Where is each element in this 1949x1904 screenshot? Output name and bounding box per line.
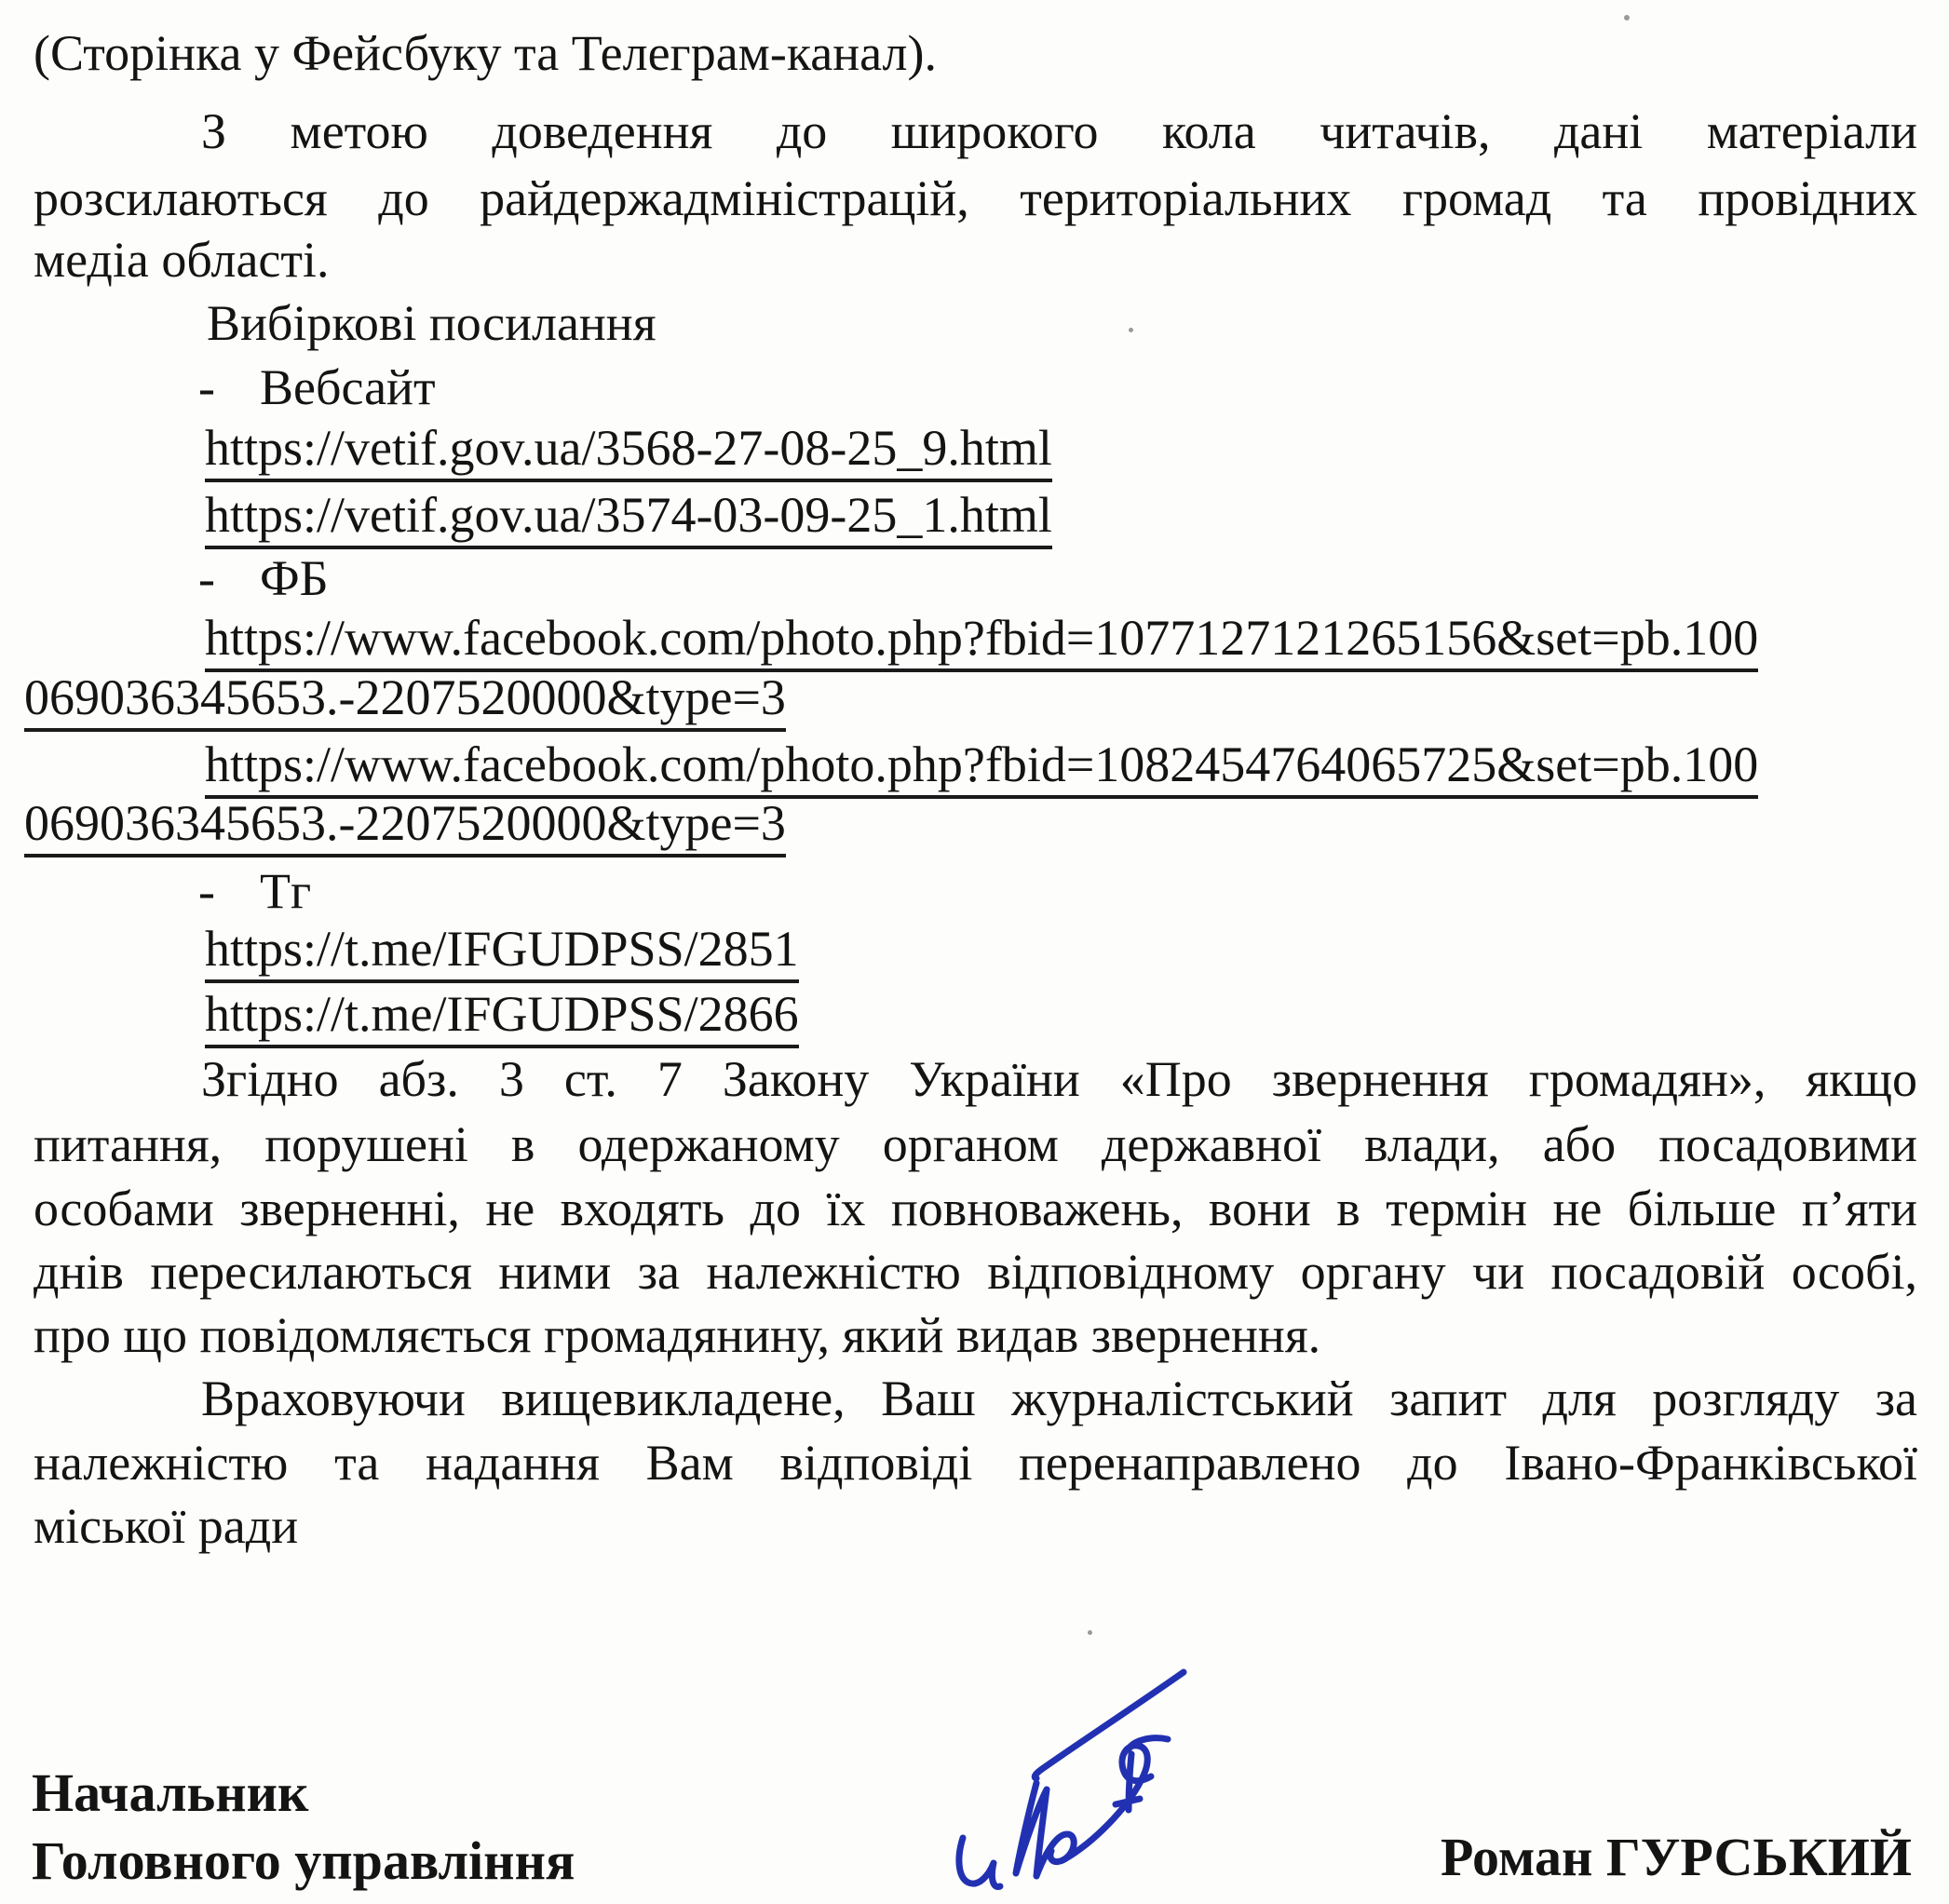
link-url[interactable]: 069036345653.-2207520000&type=3 — [24, 795, 786, 857]
scan-speck — [1129, 328, 1133, 332]
link-url[interactable]: https://vetif.gov.ua/3574-03-09-25_1.html — [205, 487, 1052, 549]
bullet-dash-icon: - — [198, 550, 215, 606]
bullet-dash-icon: - — [198, 863, 215, 919]
link-url[interactable]: https://t.me/IFGUDPSS/2851 — [205, 921, 799, 983]
intro-line: (Сторінка у Фейсбуку та Телеграм-канал). — [34, 25, 937, 81]
signoff-title-line: Начальник — [32, 1762, 309, 1823]
bullet-item-telegram — [34, 860, 1917, 922]
link-line — [24, 792, 1917, 854]
paragraph-3-line: належністю та надання Вам відповіді перенаправлено до Івано-Франківської — [34, 1435, 1917, 1491]
link-url[interactable]: https://t.me/IFGUDPSS/2866 — [205, 986, 799, 1048]
paragraph-2-line: Згідно абз. 3 ст. 7 Закону України «Про звернення громадян», якщо — [201, 1051, 1917, 1107]
signature-ink — [914, 1650, 1231, 1901]
paragraph-2-line: особами зверненні, не входять до їх повноважень, вони в термін не більше п’яти — [34, 1181, 1917, 1236]
bullet-label: Вебсайт — [259, 359, 436, 415]
link-line — [34, 417, 1917, 479]
paragraph-1-line: розсилаються до райдержадміністрацій, територіальних громад та провідних — [34, 170, 1917, 226]
link-url[interactable]: 069036345653.-2207520000&type=3 — [24, 669, 786, 732]
link-line — [34, 484, 1917, 546]
link-line — [34, 607, 1917, 668]
signoff-title-line: Головного управління — [32, 1830, 575, 1891]
bullet-label: ФБ — [259, 550, 329, 606]
bullet-label: Тг — [259, 863, 312, 919]
link-url[interactable]: https://vetif.gov.ua/3568-27-08-25_9.html — [205, 420, 1052, 482]
link-line — [24, 667, 1917, 728]
links-heading: Вибіркові посилання — [207, 295, 656, 351]
bullet-item-website — [34, 357, 1917, 418]
paragraph-3-line: Враховуючи вищевикладене, Ваш журналістський запит для розгляду за — [201, 1371, 1917, 1426]
paragraph-2-line: днів пересилаються ними за належністю відповідному органу чи посадовій особі, — [34, 1244, 1917, 1300]
paragraph-3-line: міської ради — [34, 1498, 299, 1554]
paragraph-1-line: З метою доведення до широкого кола читачів, дані матеріали — [201, 103, 1917, 159]
link-line — [34, 983, 1917, 1045]
paragraph-2-line: про що повідомляється громадянину, який видав звернення. — [34, 1307, 1321, 1363]
link-url[interactable]: https://www.facebook.com/photo.php?fbid=1082454764065725&set=pb.100 — [205, 736, 1758, 799]
signoff-name: Роман ГУРСЬКИЙ — [1440, 1827, 1912, 1887]
link-url[interactable]: https://www.facebook.com/photo.php?fbid=1077127121265156&set=pb.100 — [205, 610, 1758, 672]
paragraph-1-line: медіа області. — [34, 232, 330, 288]
bullet-dash-icon: - — [198, 359, 215, 415]
scan-speck — [1624, 15, 1630, 20]
scan-speck — [1088, 1630, 1092, 1635]
link-line — [34, 918, 1917, 979]
paragraph-2-line: питання, порушені в одержаному органом державної влади, або посадовими — [34, 1116, 1917, 1172]
bullet-item-facebook — [34, 547, 1917, 609]
link-line — [34, 734, 1917, 795]
